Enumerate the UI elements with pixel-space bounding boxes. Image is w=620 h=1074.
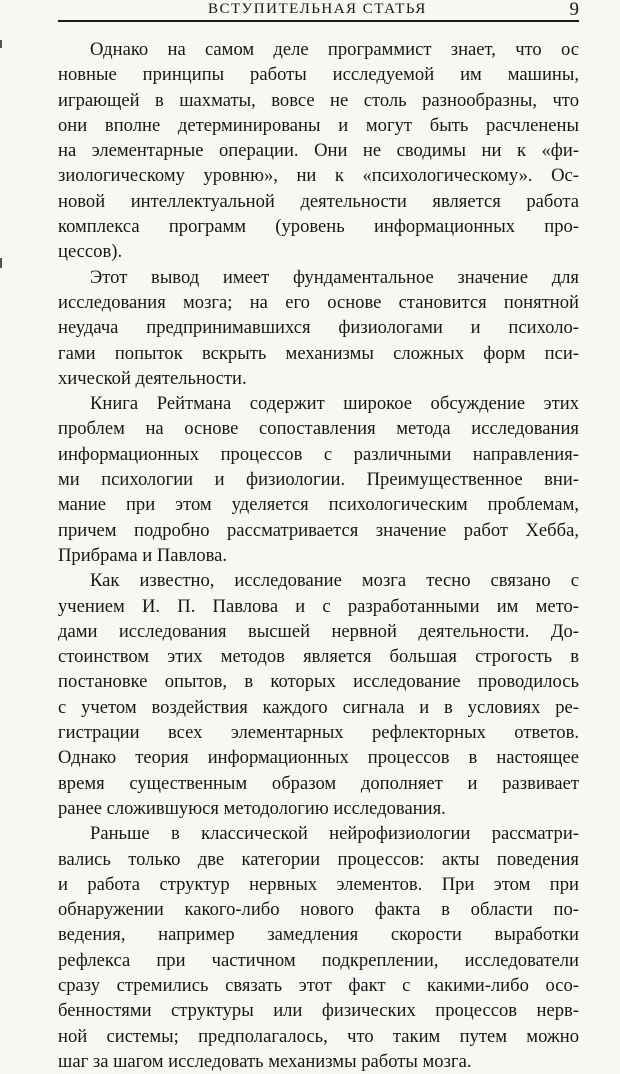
text-line: с учетом воздействия каждого сигнала и в условиях ре- (58, 696, 579, 718)
text-line: мание при этом уделяется психологическим проблемам, (58, 494, 579, 516)
text-line: Книга Рейтмана содержит широкое обсуждение этих (90, 393, 579, 415)
margin-mark (0, 258, 2, 268)
text-line: ведения, например замедления скорости выработки (58, 924, 579, 946)
text-line: Раньше в классической нейрофизиологии рассматри- (90, 823, 579, 845)
text-line: гами попыток вскрыть механизмы сложных форм пси- (58, 342, 579, 364)
paragraph (58, 568, 579, 821)
paragraph (58, 265, 579, 391)
text-line: хической деятельности. (58, 367, 247, 389)
text-line: учением И. П. Павлова и с разработанными им мето- (58, 595, 579, 617)
text-line: Прибрама и Павлова. (58, 544, 228, 566)
text-line: постановке опытов, в которых исследование проводилось (58, 671, 579, 693)
paragraph (58, 391, 579, 568)
text-line: Однако теория информационных процессов в настоящее (58, 747, 579, 769)
text-line: причем подробно рассматривается значение работ Хебба, (58, 519, 579, 541)
text-line: неудача предпринимавшихся физиологами и психоло- (58, 317, 579, 339)
margin-mark (0, 40, 2, 48)
text-line: рефлекса при частичном подкреплении, исследователи (58, 949, 579, 971)
text-line: информационных процессов с различными направления- (58, 443, 579, 465)
text-line: дами исследования высшей нервной деятельности. До- (58, 620, 579, 642)
text-line: проблем на основе сопоставления метода исследования (58, 418, 579, 440)
text-line: ми психологии и физиологии. Преимущественное вни- (58, 469, 579, 491)
text-line: новой интеллектуальной деятельности является работа (58, 190, 579, 212)
text-line: ной системы; предполагалось, что таким путем можно (58, 1025, 579, 1047)
paragraph (58, 821, 579, 1074)
text-line: гистрации всех элементарных рефлекторных ответов. (58, 722, 579, 744)
header-rule (58, 20, 579, 22)
text-line: бенностями структуры или физических процессов нерв- (58, 1000, 579, 1022)
text-line: время существенным образом дополняет и развивает (58, 772, 579, 794)
body-text (58, 37, 579, 1074)
text-line: ранее сложившуюся методологию исследования. (58, 797, 446, 819)
text-line: Этот вывод имеет фундаментальное значение для (90, 266, 579, 288)
text-line: и работа структур нервных элементов. При этом при (58, 873, 579, 895)
text-line: обнаружении какого-либо нового факта в области по- (58, 899, 579, 921)
text-line: стоинством этих методов является большая строгость в (58, 646, 579, 668)
text-line: новные принципы работы исследуемой им машины, (58, 64, 579, 86)
text-line: исследования мозга; на его основе становится понятной (58, 291, 579, 313)
text-line: сразу стремились связать этот факт с какими-либо осо- (58, 974, 579, 996)
text-line: зиологическому уровню», ни к «психологическому». Ос- (58, 165, 579, 187)
text-line: играющей в шахматы, вовсе не столь разнообразны, что (58, 89, 579, 111)
text-line: цессов). (58, 241, 123, 263)
text-line: они вполне детерминированы и могут быть расчленены (58, 114, 579, 136)
running-title: ВСТУПИТЕЛЬНАЯ СТАТЬЯ (208, 1, 427, 17)
page-number: 9 (569, 0, 579, 20)
text-line: Однако на самом деле программист знает, что ос (90, 39, 579, 60)
text-line: вались только две категории процессов: акты поведения (58, 848, 579, 870)
running-header (58, 0, 579, 22)
text-line: комплекса программ (уровень информационных про- (58, 216, 579, 238)
text-line: Как известно, исследование мозга тесно связано с (90, 570, 579, 592)
text-line: шаг за шагом исследовать механизмы работы мозга. (58, 1050, 472, 1072)
text-line: на элементарные операции. Они не сводимы ни к «фи- (58, 140, 579, 162)
paragraph (58, 37, 579, 265)
